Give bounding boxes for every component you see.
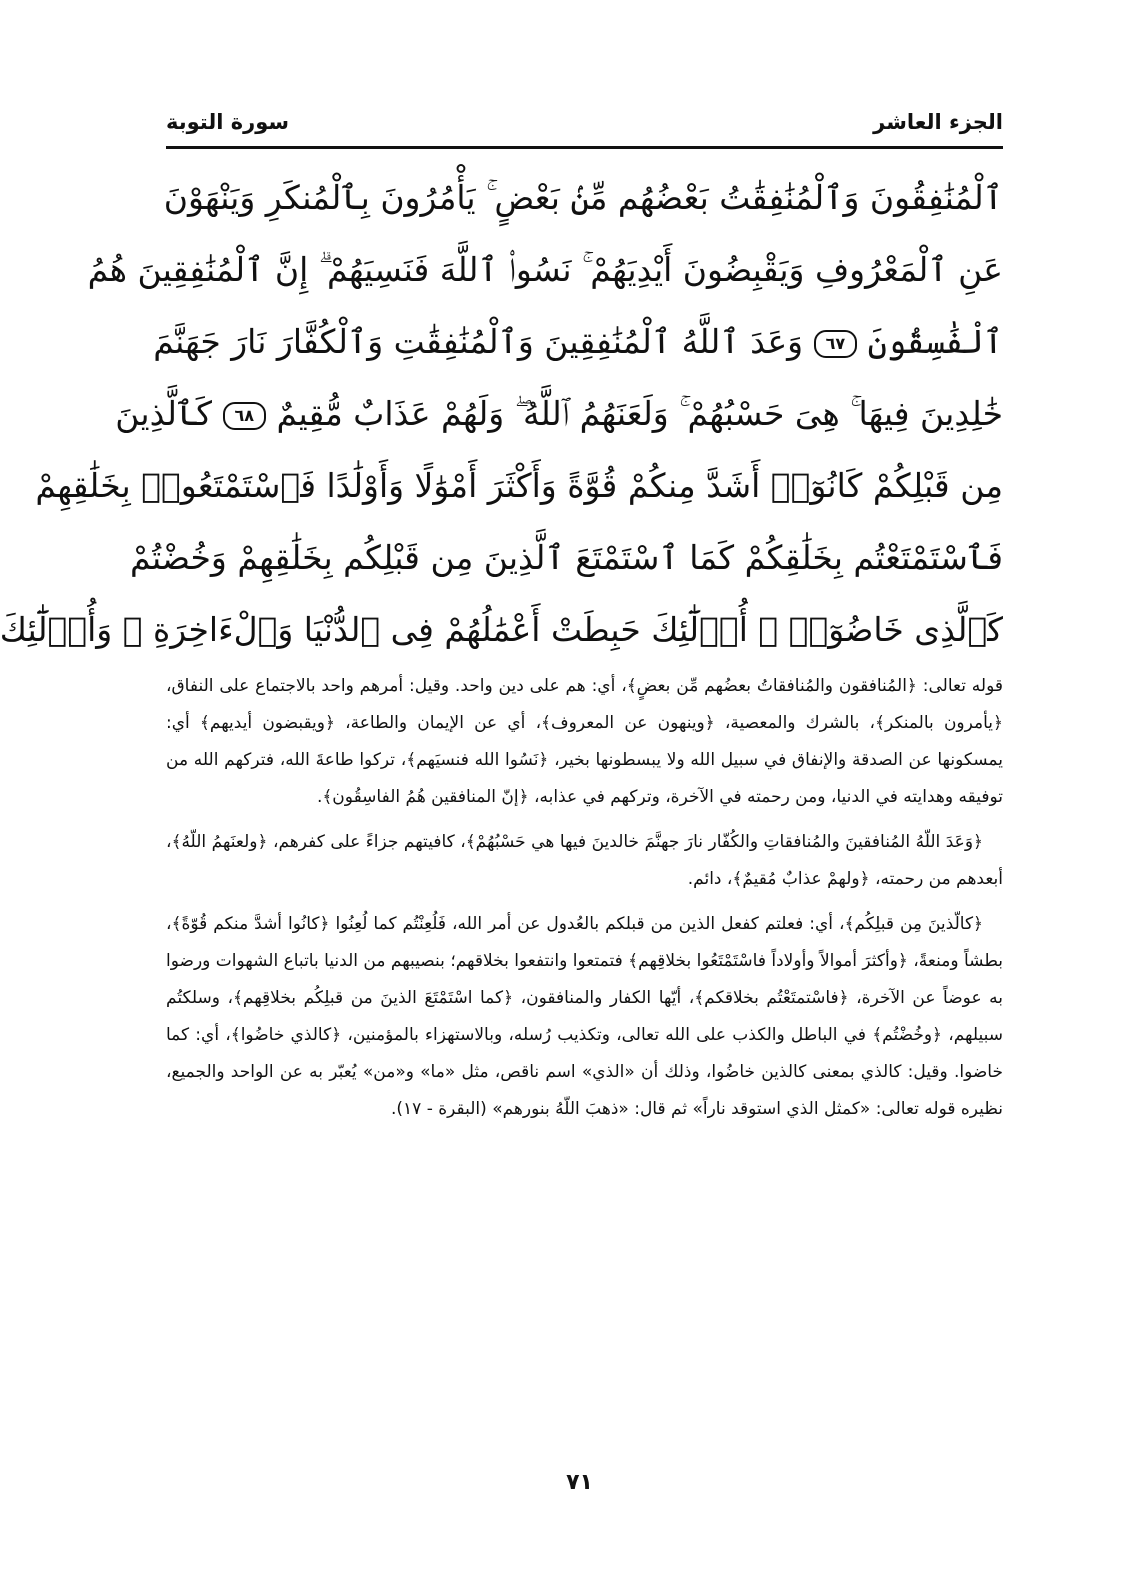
- verse-line: [163, 162, 1003, 234]
- page-header: [166, 102, 1003, 142]
- verse-text: كَٱلَّذِى خَاضُوٓا۟ ۚ أُو۟لَٰٓئِكَ حَبِطَتْ أَعْمَٰلُهُمْ فِى ٱلدُّنْيَا وَٱلْءَاخِرَةِ ۖ وَأُو۟لَٰٓئِكَ: [0, 610, 1003, 649]
- verse-line: [0, 594, 1003, 666]
- tafsir-commentary: [166, 668, 1003, 1136]
- page-number: ٧١: [566, 1470, 593, 1495]
- verse-text: ٱلْفَٰسِقُونَ: [867, 322, 1003, 361]
- quran-verses: [0, 162, 1003, 666]
- verse-line: [87, 234, 1003, 306]
- verse-line: [153, 306, 1003, 378]
- verse-text: ٱلْمُنَٰفِقُونَ وَٱلْمُنَٰفِقَٰتُ بَعْضُهُم مِّنۢ بَعْضٍ ۚ يَأْمُرُونَ بِٱلْمُنكَرِ وَيَنْهَوْنَ: [163, 178, 1003, 217]
- verse-text: كَٱلَّذِينَ: [115, 394, 212, 433]
- verse-line: [35, 450, 1003, 522]
- ayah-number-marker: ٦٨: [223, 402, 267, 430]
- commentary-paragraph: ﴿وَعَدَ اللّهُ المُنافقينَ والمُنافقاتِ والكُفّار نارَ جهنَّمَ خالدينَ فيها هي حَسْبُهُمْ﴾، كافيتهم جزاءً على كفرهم، ﴿ولعنَهمُ اللّهُ﴾، أبعدهم من رحمته، ﴿ولهمْ عذابٌ مُقيمٌ﴾، دائم.: [166, 832, 1003, 889]
- verse-line: [115, 378, 1003, 450]
- commentary-paragraph: قوله تعالى: ﴿المُنافقون والمُنافقاتُ بعضُهم مِّن بعضٍ﴾، أي: هم على دين واحد. وقيل: أمرهم واحد بالاجتماع على النفاق، ﴿يأمرون بالمنكر﴾، بالشرك والمعصية، ﴿وينهون عن المعروف﴾، أي عن الإيمان والطاعة، ﴿ويقبضون أيديهم﴾ أي: يمسكونها عن الصدقة والإنفاق في سبيل الله ولا يبسطونها بخير، ﴿نَسُوا الله فنسيَهم﴾، تركوا طاعةَ الله، فتركهم الله من توفيقه وهدايته في الدنيا، ومن رحمته في الآخرة، وتركهم في عذابه، ﴿إنّ المنافقين هُمُ الفاسِقُون﴾.: [166, 676, 1003, 807]
- verse-text: عَنِ ٱلْمَعْرُوفِ وَيَقْبِضُونَ أَيْدِيَهُمْ ۚ نَسُوا۟ ٱللَّهَ فَنَسِيَهُمْ ۗ إِنَّ ٱلْمُنَٰفِقِينَ هُمُ: [87, 250, 1003, 289]
- header-rule: [166, 146, 1003, 149]
- verse-text: وَعَدَ ٱللَّهُ ٱلْمُنَٰفِقِينَ وَٱلْمُنَٰفِقَٰتِ وَٱلْكُفَّارَ نَارَ جَهَنَّمَ: [153, 322, 804, 361]
- surah-title: سورة التوبة: [166, 110, 290, 134]
- verse-text: فَٱسْتَمْتَعْتُم بِخَلَٰقِكُمْ كَمَا ٱسْتَمْتَعَ ٱلَّذِينَ مِن قَبْلِكُم بِخَلَٰقِهِمْ وَخُضْتُمْ: [129, 538, 1003, 577]
- part-title: الجزء العاشر: [873, 110, 1003, 134]
- verse-text: مِن قَبْلِكُمْ كَانُوٓا۟ أَشَدَّ مِنكُمْ قُوَّةً وَأَكْثَرَ أَمْوَٰلًا وَأَوْلَٰدًا فَٱسْتَمْتَعُوا۟ بِخَلَٰقِهِمْ: [35, 466, 1003, 505]
- verse-text: خَٰلِدِينَ فِيهَا ۚ هِىَ حَسْبُهُمْ ۚ وَلَعَنَهُمُ ٱللَّهُ ۖ وَلَهُمْ عَذَابٌ مُّقِيمٌ: [276, 394, 1003, 433]
- commentary-paragraph: ﴿كالّذينَ مِن قبلِكُم﴾، أي: فعلتم كفعل الذين من قبلكم بالعُدول عن أمر الله، فَلُعِنْتُم كما لُعِنُوا ﴿كانُوا أشدَّ منكم قُوّةً﴾، بطشاً ومنعةً، ﴿وأكثرَ أموالاً وأولاداً فاسْتَمْتَعُوا بخلاقِهم﴾ فتمتعوا وانتفعوا بخلاقهم؛ بنصيبهم من الدنيا باتباع الشهوات ورضوا به عوضاً عن الآخرة، ﴿فاسْتمتَعْتُم بخلاقكم﴾، أيّها الكفار والمنافقون، ﴿كما اسْتَمْتَعَ الذينَ من قبلِكُم بخلاقِهم﴾، وسلكتُم سبيلهم، ﴿وخُضْتُم﴾ في الباطل والكذب على الله تعالى، وتكذيب رُسله، وبالاستهزاء بالمؤمنين، ﴿كالذي خاضُوا﴾، أي: كما خاضوا. وقيل: كالذي بمعنى كالذين خاضُوا، وذلك أن «الذي» اسم ناقص، مثل «ما» و«من» يُعبّر به عن الواحد والجميع، نظيره قوله تعالى: «كمثل الذي استوقد ناراً» ثم قال: «ذهبَ اللّهُ بنورهم» (البقرة - ١٧).: [166, 914, 1003, 1119]
- verse-line: [129, 522, 1003, 594]
- ayah-number-marker: ٦٧: [814, 330, 858, 358]
